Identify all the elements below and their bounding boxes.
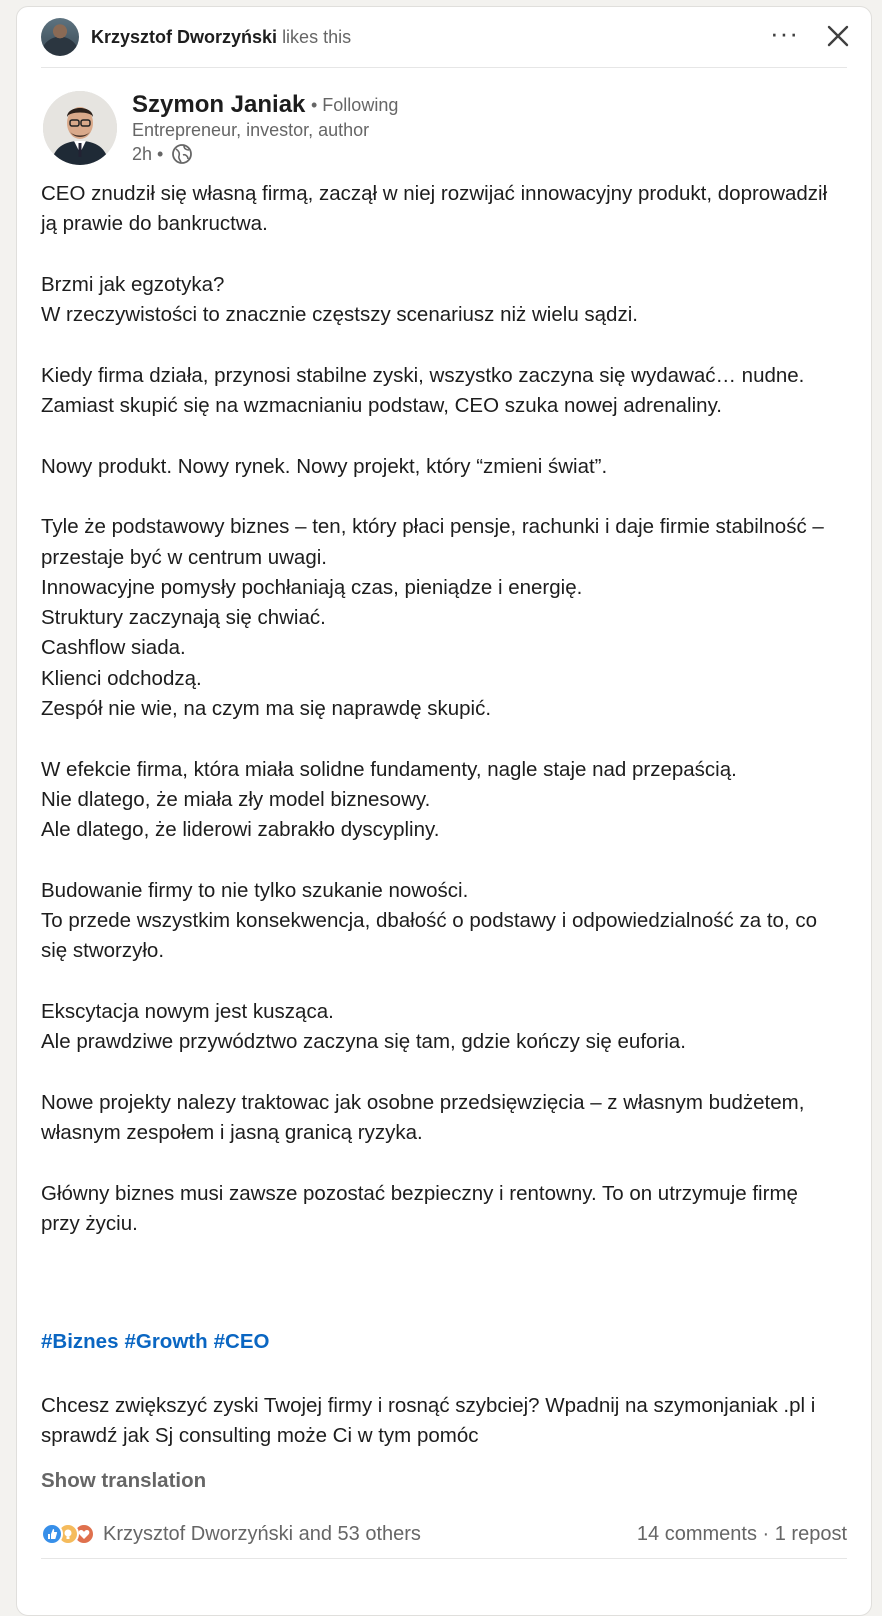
post-paragraph: CEO znudził się własną firmą, zaczął w niej rozwijać innowacyjny produkt, doprowadził ją prawie do bankructwa. (41, 182, 828, 236)
show-translation-button[interactable]: Show translation (41, 1469, 207, 1492)
social-counts (41, 1519, 847, 1549)
footer-divider (41, 1558, 847, 1559)
context-avatar[interactable] (41, 18, 79, 56)
post-paragraph: To przede wszystkim konsekwencja, dbałość o podstawy i odpowiedzialność za to, co się stworzyło. (41, 909, 817, 963)
more-options-icon[interactable]: ··· (770, 18, 799, 48)
blank-line (41, 330, 841, 360)
feed-post-card (16, 6, 872, 1616)
post-paragraph: Budowanie firmy to nie tylko szukanie nowości. (41, 878, 469, 902)
post-paragraph: Nowe projekty nalezy traktowac jak osobne przedsięwzięcia – z własnym budżetem, własnym zespołem i jasną granicą ryzyka. (41, 1090, 805, 1145)
context-name[interactable]: Krzysztof Dworzyński (91, 26, 278, 47)
blank-line (41, 482, 841, 512)
post-paragraph: Kiedy firma działa, przynosi stabilne zyski, wszystko zaczyna się wydawać… nudne. (41, 363, 805, 387)
blank-line (41, 724, 841, 754)
post-paragraph: Zamiast skupić się na wzmacnianiu podstaw, CEO szuka nowej adrenaliny. (41, 394, 722, 418)
post-paragraph: Brzmi jak egzotyka? (41, 272, 225, 296)
author-headline: Entrepreneur, investor, author (132, 120, 370, 140)
globe-icon (171, 143, 193, 165)
post-paragraph: Główny biznes musi zawsze pozostać bezpieczny i rentowny. To on utrzymuje firmę przy życiu. (41, 1181, 798, 1236)
post-time-text: 2h • (132, 143, 164, 164)
social-context-text (91, 27, 351, 48)
post-time (132, 143, 193, 165)
blank-line (41, 421, 841, 451)
post-paragraph: Zespół nie wie, na czym ma się naprawdę skupić. (41, 697, 492, 721)
blank-line (41, 240, 841, 270)
post-paragraph: Ekscytacja nowym jest kusząca. (41, 1000, 334, 1024)
reaction-icons[interactable] (41, 1523, 89, 1545)
post-cta-text: Chcesz zwiększyć zyski Twojej firmy i rosnąć szybciej? Wpadnij na szymonjaniak .pl i sprawdź jak Sj consulting może Ci w tym pomóc (41, 1394, 816, 1448)
post-body (41, 179, 841, 1239)
post-paragraph: Innowacyjne pomysły pochłaniają czas, pieniądze i energię. (41, 575, 583, 599)
hashtag-link[interactable]: #Biznes (41, 1330, 119, 1353)
post-paragraph: Struktury zaczynają się chwiać. (41, 606, 326, 630)
post-paragraph: W rzeczywistości to znacznie częstszy scenariusz niż wielu sądzi. (41, 303, 638, 327)
like-reaction-icon (41, 1523, 63, 1545)
hashtag-link[interactable]: #Growth (124, 1330, 208, 1353)
post-paragraph: Ale dlatego, że liderowi zabrakło dyscypliny. (41, 818, 440, 842)
post-paragraph: W efekcie firma, która miała solidne fundamenty, nagle staje nad przepaścią. (41, 757, 737, 781)
header-divider (41, 67, 847, 68)
social-context-header (41, 17, 851, 57)
close-icon[interactable] (825, 23, 851, 49)
post-paragraph: Cashflow siada. (41, 636, 186, 660)
post-paragraph: Klienci odchodzą. (41, 666, 202, 690)
post-paragraph: Nie dlatego, że miała zły model biznesowy. (41, 787, 431, 811)
hashtags (41, 1330, 275, 1354)
comments-reposts-count[interactable]: 14 comments · 1 repost (636, 1522, 847, 1545)
blank-line (41, 1149, 841, 1179)
blank-line (41, 967, 841, 997)
post-paragraph: Nowy produkt. Nowy rynek. Nowy projekt, który “zmieni świat”. (41, 454, 608, 478)
post-paragraph: Tyle że podstawowy biznes – ten, który płaci pensje, rachunki i daje firmie stabilność – przestaje być w centrum uwagi. (41, 515, 824, 569)
reactions-summary[interactable]: Krzysztof Dworzyński and 53 others (103, 1522, 421, 1545)
author-name[interactable]: Szymon Janiak (132, 91, 306, 118)
blank-line (41, 1058, 841, 1088)
hashtag-link[interactable]: #CEO (213, 1330, 270, 1353)
follow-status: • Following (311, 95, 399, 115)
context-action: likes this (282, 26, 352, 47)
post-paragraph: Ale prawdziwe przywództwo zaczyna się tam, gdzie kończy się euforia. (41, 1030, 686, 1054)
blank-line (41, 846, 841, 876)
author-avatar[interactable] (43, 91, 117, 165)
